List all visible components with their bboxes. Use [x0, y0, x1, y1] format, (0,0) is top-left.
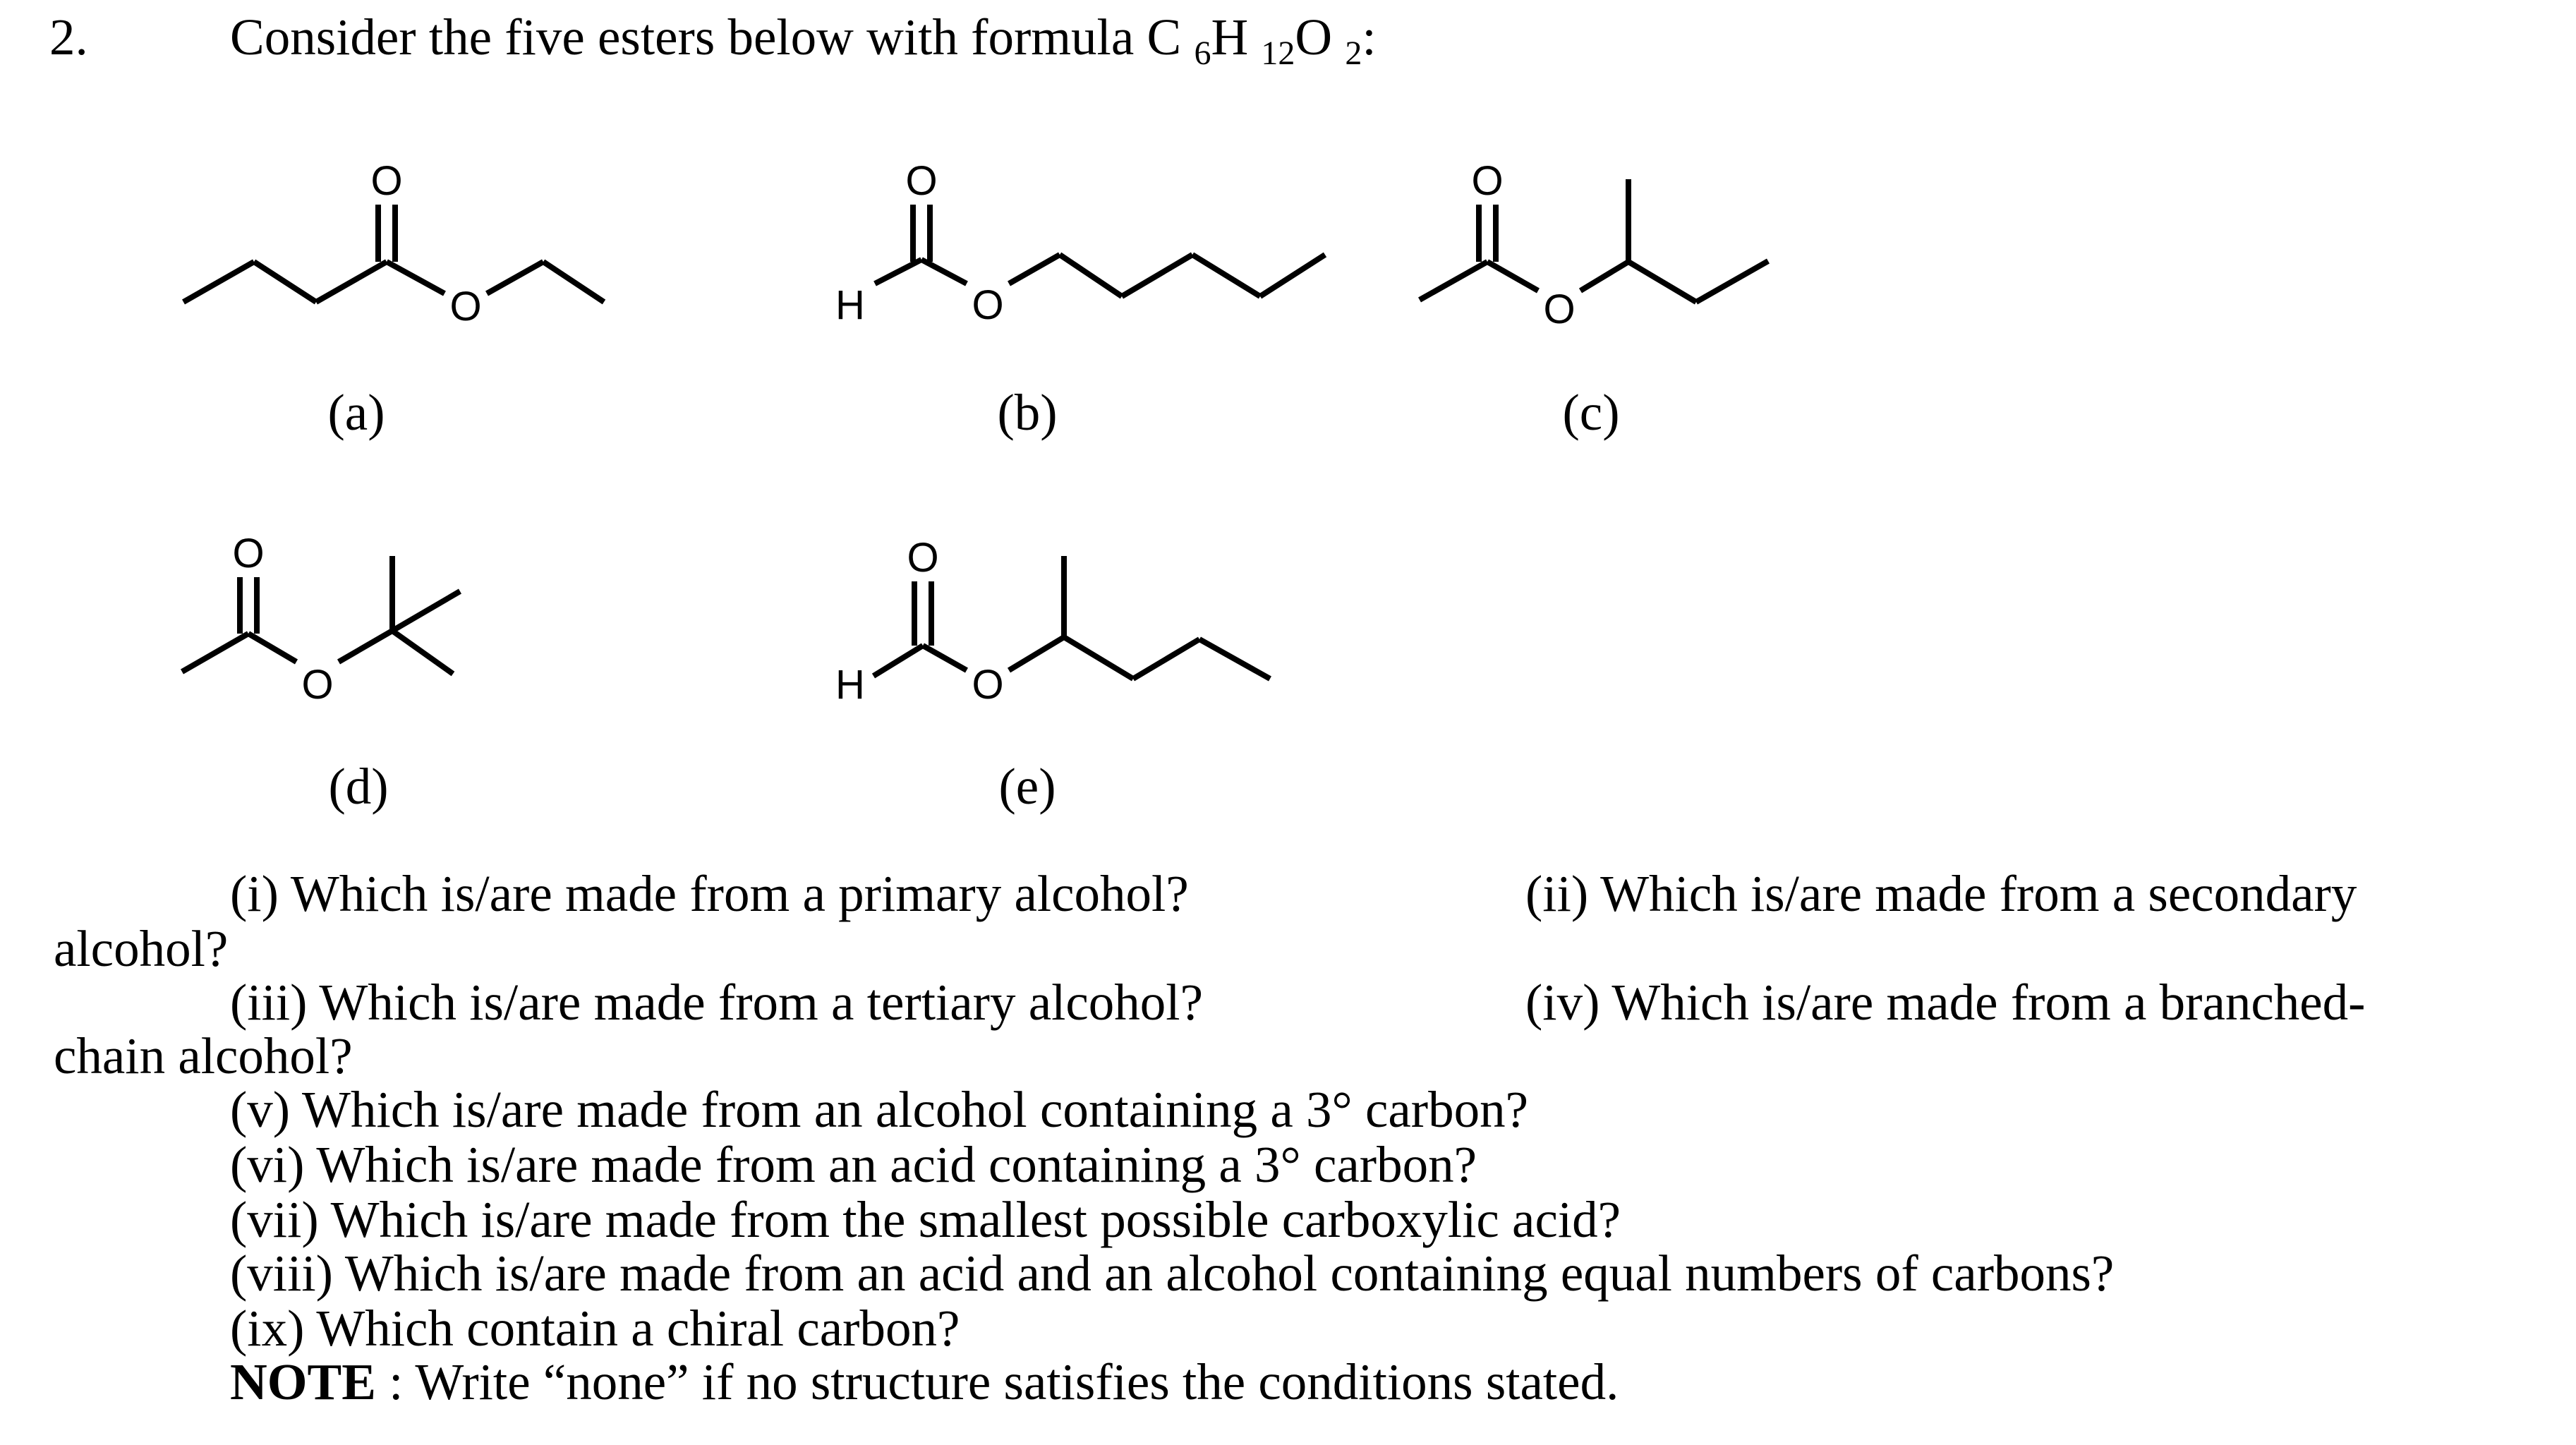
part-iv: (iv) Which is/are made from a branched- — [1525, 974, 2366, 1031]
formula-colon: : — [1362, 8, 1377, 66]
part-iv-continued: chain alcohol? — [54, 1027, 353, 1084]
structure-c-label: (c) — [1562, 384, 1620, 441]
part-v: (v) Which is/are made from an alcohol containing a 3° carbon? — [230, 1081, 1528, 1138]
structure-d — [182, 531, 460, 708]
formula-o: O — [1295, 8, 1333, 66]
structure-b-label: (b) — [997, 384, 1058, 441]
structure-d-carbonyl-oxygen: O — [232, 531, 265, 576]
structure-a-carbonyl-oxygen: O — [370, 158, 403, 204]
part-i: (i) Which is/are made from a primary alcohol? — [230, 865, 1189, 922]
formula-c-subscript: 6 — [1194, 35, 1211, 72]
structure-d-ester-oxygen: O — [301, 662, 334, 708]
structure-e-label: (e) — [998, 758, 1056, 815]
structure-a-label: (a) — [327, 384, 385, 441]
part-viii: (viii) Which is/are made from an acid and an alcohol containing equal numbers of carbons? — [230, 1245, 2115, 1302]
note — [230, 1353, 1619, 1410]
structure-b-hydrogen: H — [835, 282, 865, 328]
note-text: : Write “none” if no structure satisfies the conditions stated. — [375, 1353, 1619, 1410]
formula-h: H — [1211, 8, 1249, 66]
part-ix: (ix) Which contain a chiral carbon? — [230, 1300, 960, 1357]
structure-d-label: (d) — [328, 758, 389, 815]
structure-e-carbonyl-oxygen: O — [907, 535, 939, 581]
formula-h-subscript: 12 — [1261, 35, 1295, 72]
part-vi: (vi) Which is/are made from an acid containing a 3° carbon? — [230, 1136, 1477, 1193]
structure-c-ester-oxygen: O — [1543, 286, 1576, 332]
part-ii-continued: alcohol? — [54, 920, 229, 977]
structure-c — [1420, 158, 1768, 332]
structure-c-carbonyl-oxygen: O — [1471, 158, 1504, 204]
part-vii: (vii) Which is/are made from the smallest possible carboxylic acid? — [230, 1191, 1621, 1248]
part-ii: (ii) Which is/are made from a secondary — [1525, 865, 2357, 922]
structure-e — [835, 535, 1270, 708]
part-iii: (iii) Which is/are made from a tertiary alcohol? — [230, 974, 1203, 1031]
structure-b-carbonyl-oxygen: O — [905, 158, 938, 204]
structure-a-ester-oxygen: O — [449, 284, 482, 329]
intro-text: Consider the five esters below with formula C — [230, 8, 1182, 66]
question-number: 2. — [49, 8, 88, 66]
structure-a — [183, 158, 604, 329]
structure-b-ester-oxygen: O — [972, 282, 1004, 328]
formula-o-subscript: 2 — [1345, 35, 1362, 72]
structure-e-ester-oxygen: O — [972, 662, 1004, 708]
structure-e-hydrogen: H — [835, 662, 865, 708]
note-label: NOTE — [230, 1353, 376, 1410]
structure-b — [835, 158, 1325, 328]
